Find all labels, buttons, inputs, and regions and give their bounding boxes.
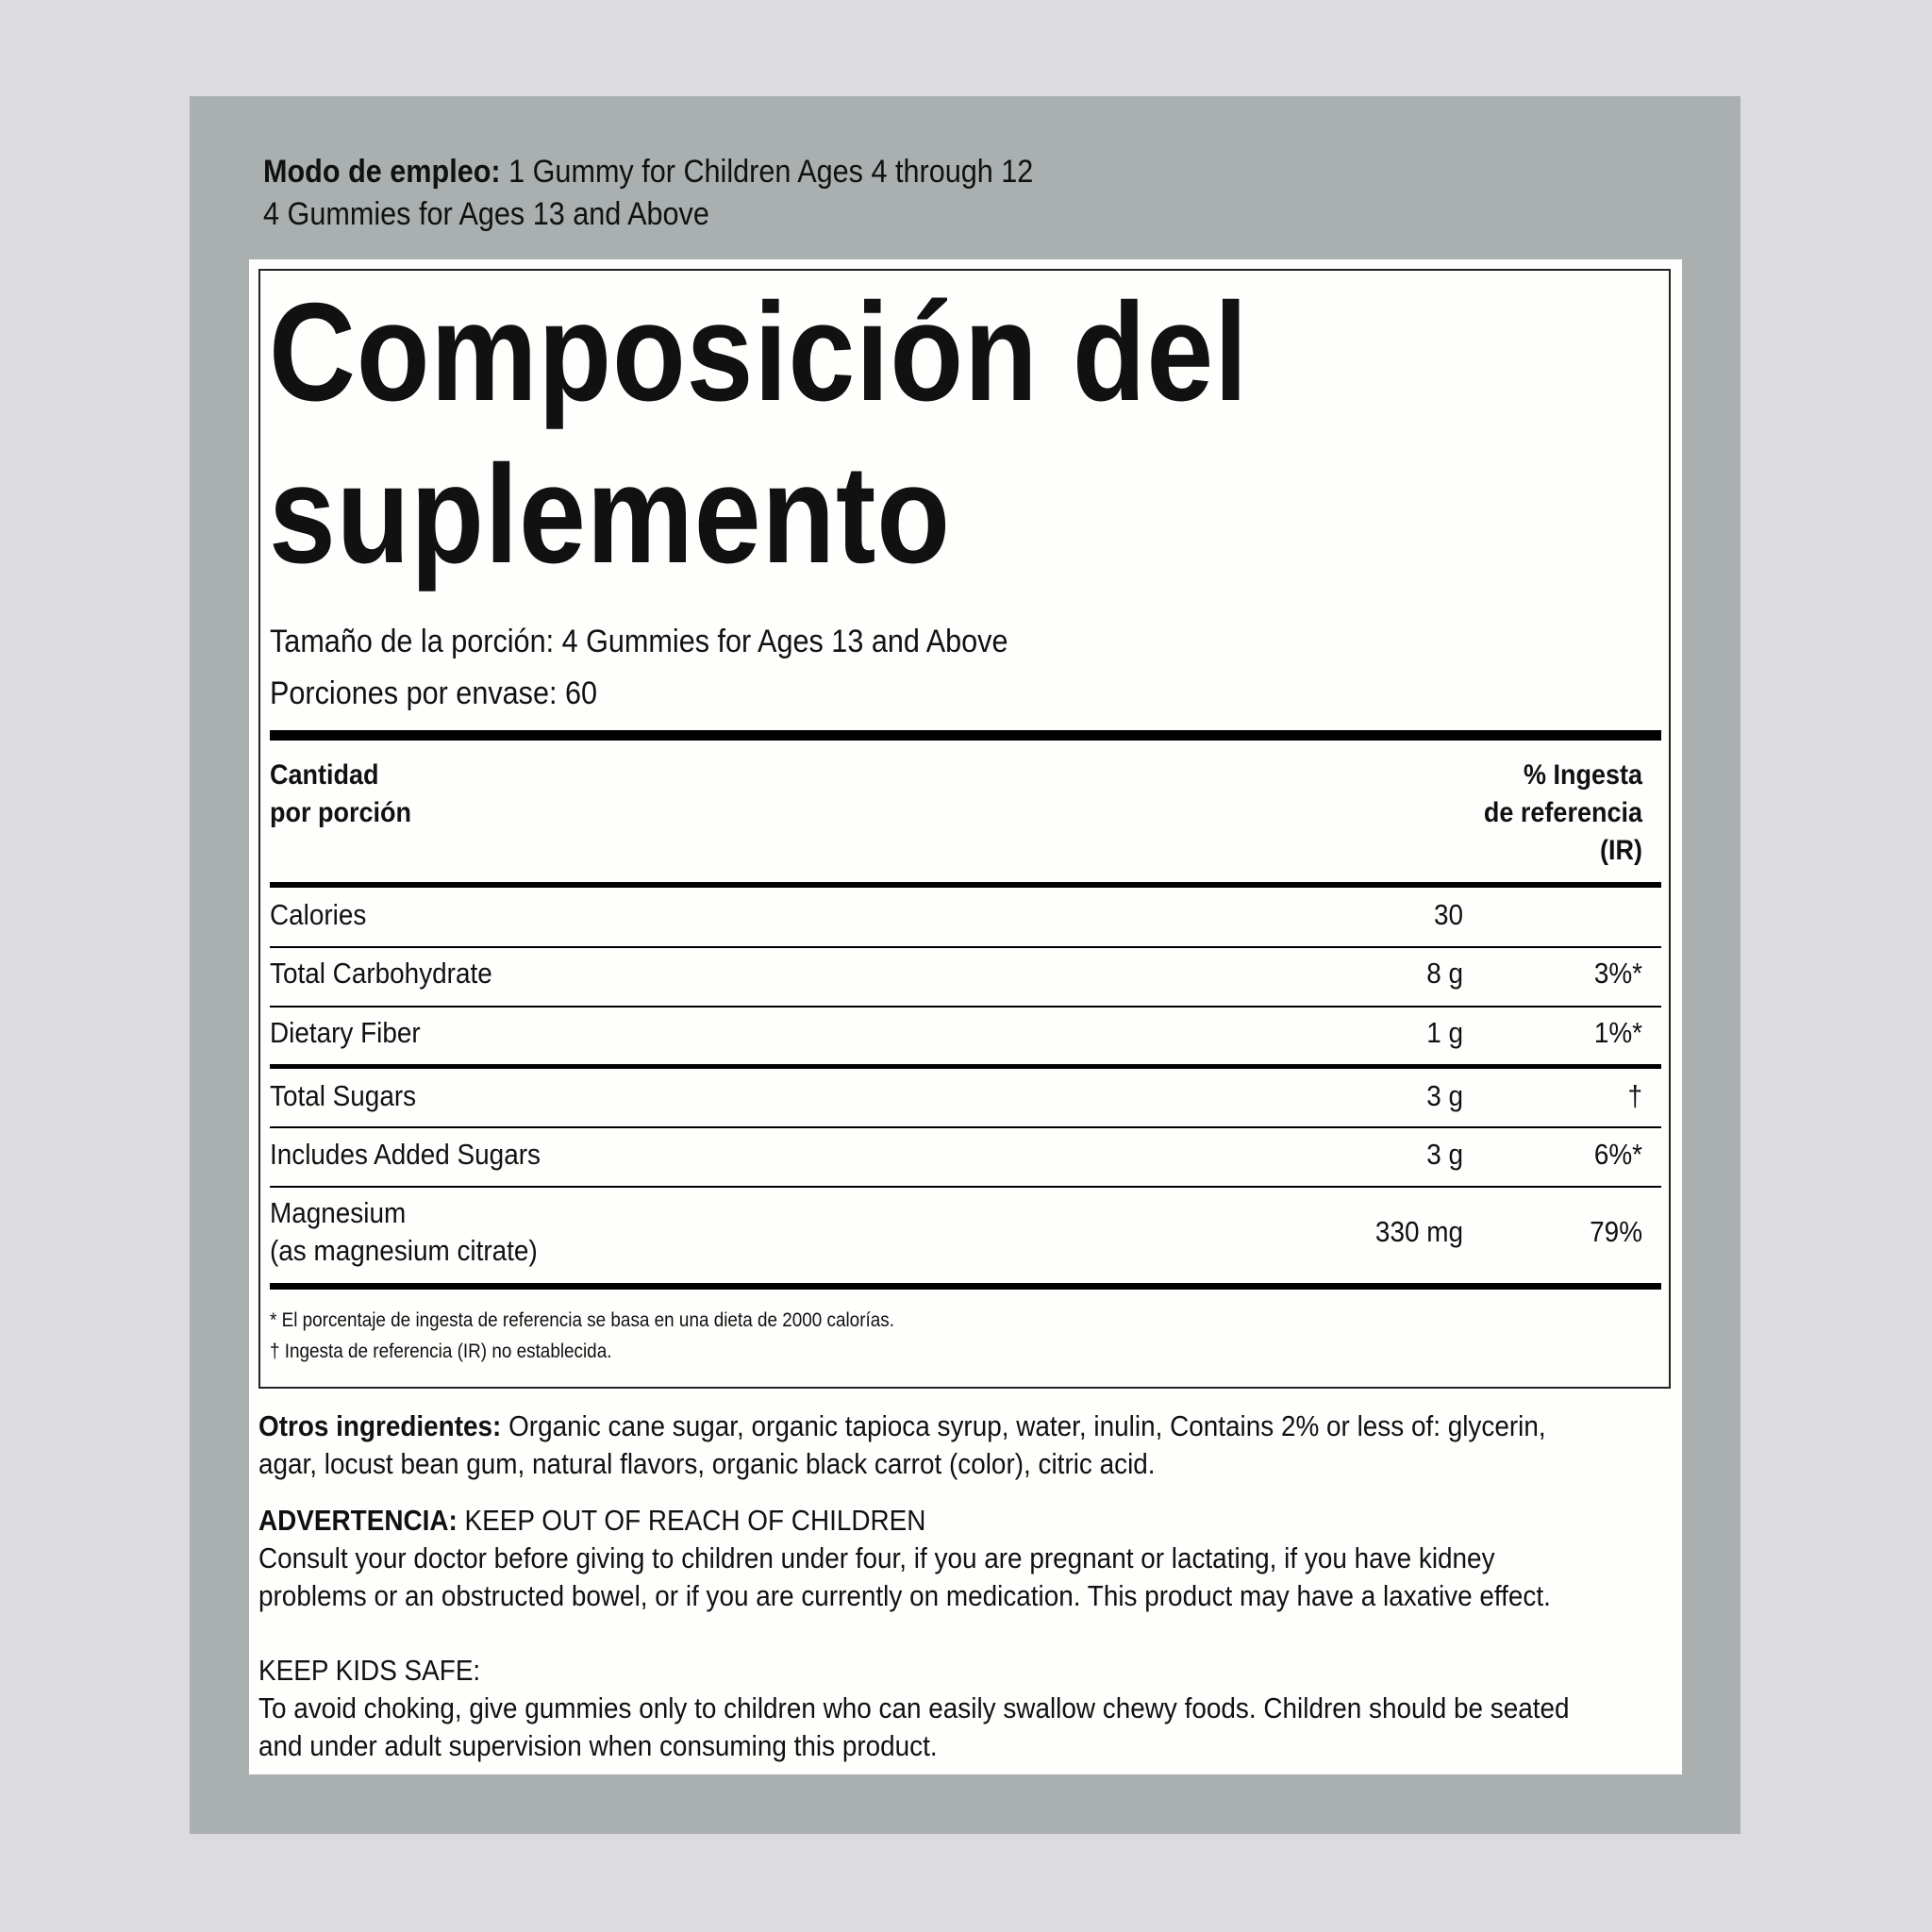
warning-headline-line xyxy=(258,1502,1574,1540)
other-ingredients-label: Otros ingredientes: xyxy=(258,1409,502,1442)
row-divider xyxy=(270,1006,1661,1008)
nutrient-dv: 6%* xyxy=(1593,1138,1642,1171)
nutrient-dv: † xyxy=(1627,1079,1642,1112)
facts-title-line1: Composición del xyxy=(269,275,1249,430)
row-divider xyxy=(270,1126,1661,1128)
nutrient-amount: 3 g xyxy=(1426,1138,1463,1171)
header-right-line3: (IR) xyxy=(1600,835,1642,866)
row-divider xyxy=(270,1186,1661,1188)
row-divider xyxy=(270,946,1661,948)
servings-per-container: Porciones por envase: 60 xyxy=(270,675,598,711)
other-ingredients xyxy=(258,1407,1574,1483)
nutrient-amount: 30 xyxy=(1433,898,1463,931)
nutrient-amount: 3 g xyxy=(1426,1079,1463,1112)
directions-label: Modo de empleo: xyxy=(263,154,501,190)
header-left-line1: Cantidad xyxy=(270,759,379,791)
header-right-line1: % Ingesta xyxy=(1523,759,1642,791)
warning-headline: KEEP OUT OF REACH OF CHILDREN xyxy=(457,1504,926,1537)
header-reference-intake xyxy=(1388,757,1642,870)
nutrient-name-line2: (as magnesium citrate) xyxy=(270,1234,538,1267)
kids-safe-label: KEEP KIDS SAFE: xyxy=(258,1654,481,1687)
nutrient-name: Includes Added Sugars xyxy=(270,1138,541,1171)
other-ingredients-text: Organic cane sugar, organic tapioca syrup, water, inulin, Contains 2% or less of: glycerin, agar, locust bean gum, natural flavors, organic black carrot (color), citric acid. xyxy=(258,1409,1546,1480)
kids-safe-text: To avoid choking, give gummies only to children who can easily swallow chewy foods. Children should be seated and under adult supervision when consuming this product. xyxy=(258,1691,1570,1762)
header-left-line2: por porción xyxy=(270,797,411,828)
nutrient-amount: 330 mg xyxy=(1374,1215,1463,1248)
thick-rule-top xyxy=(270,730,1661,741)
warning-text: Consult your doctor before giving to children under four, if you are pregnant or lactating, if you have kidney problems or an obstructed bowel, or if you are currently on medication. This product may have a laxative effect. xyxy=(258,1541,1551,1612)
header-right-line2: de referencia xyxy=(1483,797,1642,828)
facts-title xyxy=(269,272,1421,596)
row-divider-thick xyxy=(270,1064,1661,1069)
nutrient-name: Calories xyxy=(270,898,367,931)
thick-rule-header xyxy=(270,882,1661,888)
nutrient-dv: 1%* xyxy=(1593,1016,1642,1049)
nutrient-name: Total Sugars xyxy=(270,1079,417,1112)
footnote-not-established: † Ingesta de referencia (IR) no establecida. xyxy=(270,1341,612,1362)
kids-safe xyxy=(258,1652,1574,1765)
directions-line2: 4 Gummies for Ages 13 and Above xyxy=(263,196,709,232)
header-amount-per-serving xyxy=(270,757,411,832)
thick-rule-bottom xyxy=(270,1283,1661,1290)
nutrient-name: Total Carbohydrate xyxy=(270,957,492,990)
nutrient-dv: 3%* xyxy=(1593,957,1642,990)
nutrient-name: Dietary Fiber xyxy=(270,1016,421,1049)
facts-title-line2: suplemento xyxy=(269,437,951,592)
directions-text1: 1 Gummy for Children Ages 4 through 12 xyxy=(500,154,1034,190)
serving-size: Tamaño de la porción: 4 Gummies for Ages 13 and Above xyxy=(270,624,1008,659)
nutrient-dv: 79% xyxy=(1590,1215,1642,1248)
nutrient-name-line1: Magnesium xyxy=(270,1196,407,1229)
directions xyxy=(263,151,1537,236)
warning xyxy=(258,1502,1574,1615)
nutrient-amount: 1 g xyxy=(1426,1016,1463,1049)
nutrient-name xyxy=(270,1194,538,1270)
directions-line1 xyxy=(263,151,1537,193)
footnote-reference-intake: * El porcentaje de ingesta de referencia se basa en una dieta de 2000 calorías. xyxy=(270,1309,894,1331)
nutrient-amount: 8 g xyxy=(1426,957,1463,990)
warning-label: ADVERTENCIA: xyxy=(258,1504,458,1537)
